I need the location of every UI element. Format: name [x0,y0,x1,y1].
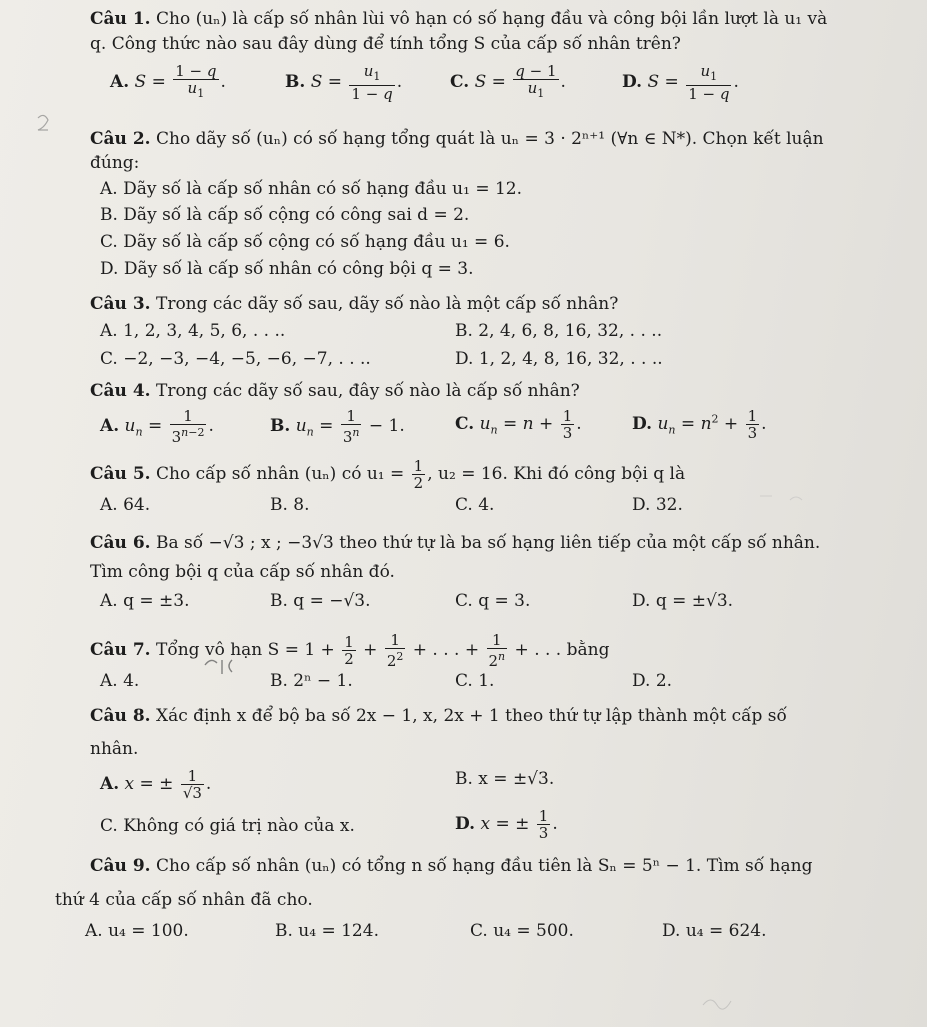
q6-option-c: C. q = 3. [455,591,531,611]
q2-option-d: D. Dãy số là cấp số nhân có công bội q = 3. [100,259,474,279]
q9-line1: Câu 9. Cho cấp số nhân (uₙ) có tổng n số hạng đầu tiên là Sₙ = 5ⁿ − 1. Tìm số hạng [90,856,813,876]
q4-question: Câu 4. Trong các dãy số sau, đây số nào là cấp số nhân? [90,381,580,401]
q8-option-a: A. x = ± $\frac{1}{√3}$ . [100,767,212,802]
q9-option-d: D. u₄ = 624. [662,921,767,941]
q3-option-a: A. 1, 2, 3, 4, 5, 6, . . .. [100,321,286,341]
q9-option-b: B. u₄ = 124. [275,921,379,941]
q1-option-d: D. S = $\frac{u_1}{1 - q}$ . [622,62,739,103]
q1-option-a: A. S = $\frac{1 - q}{u_1}$ . [110,62,226,100]
q1-line2: q. Công thức nào sau đây dùng để tính tổng S của cấp số nhân trên? [90,34,681,54]
q7-option-b: B. 2ⁿ − 1. [270,671,353,691]
q8-line2: nhân. [90,739,139,759]
q2-option-c: C. Dãy số là cấp số cộng có số hạng đầu u₁ = 6. [100,232,510,252]
q3-option-c: C. −2, −3, −4, −5, −6, −7, . . .. [100,349,371,369]
q6-option-a: A. q = ±3. [100,591,190,611]
q9-line2: thứ 4 của cấp số nhân đã cho. [55,890,313,910]
q4-option-a: A. $u_n$ = $\frac{1}{3^{n-2}}$ . [100,407,214,446]
q8-option-b: B. x = ±√3. [455,769,555,789]
q4-option-c: C. $u_n = n$ + $\frac{1}{3}$ . [455,407,582,442]
q5-question: Câu 5. Cho cấp số nhân (uₙ) có u₁ = $\frac{1}{2}$ , u₂ = 16. Khi đó công bội q là [90,457,686,492]
q1-line1: Câu 1. Cho (uₙ) là cấp số nhân lùi vô hạn có số hạng đầu và công bội lần lượt là u₁ và [90,9,828,29]
q8-option-c: C. Không có giá trị nào của x. [100,816,355,836]
q6-line1: Câu 6. Ba số −√3 ; x ; −3√3 theo thứ tự là ba số hạng liên tiếp của một cấp số nhân. [90,533,821,553]
q6-line2: Tìm công bội q của cấp số nhân đó. [90,562,395,582]
q7-option-d: D. 2. [632,671,673,691]
q9-option-c: C. u₄ = 500. [470,921,574,941]
q5-option-c: C. 4. [455,495,495,515]
q7-option-c: C. 1. [455,671,495,691]
q8-option-d: D. x = ± $\frac{1}{3}$ . [455,807,558,842]
q5-option-d: D. 32. [632,495,683,515]
q3-question: Câu 3. Trong các dãy số sau, dãy số nào là một cấp số nhân? [90,294,619,314]
q1-option-c: C. S = $\frac{q - 1}{u_1}$ . [450,62,566,100]
q5-option-b: B. 8. [270,495,310,515]
q7-option-a: A. 4. [100,671,140,691]
q2-option-a: A. Dãy số là cấp số nhân có số hạng đầu u₁ = 12. [100,179,523,199]
q4-option-d: D. $u_n = n^2$ + $\frac{1}{3}$ . [632,407,767,442]
q3-option-d: D. 1, 2, 4, 8, 16, 32, . . .. [455,349,663,369]
q2-line1: Câu 2. Cho dãy số (uₙ) có số hạng tổng quát là uₙ = 3 · 2ⁿ⁺¹ (∀n ∈ N*). Chọn kết luận [90,129,824,149]
q1-option-b: B. S = $\frac{u_1}{1 - q}$ . [285,62,403,103]
q7-question: Câu 7. Tổng vô hạn S = 1 + $\frac{1}{2}$ + $\frac{1}{2^2}$ + . . . + $\frac{1}{2^n}$ + . . . bằng [90,631,610,670]
q6-option-d: D. q = ±√3. [632,591,734,611]
q2-option-b: B. Dãy số là cấp số cộng có công sai d = 2. [100,205,470,225]
q6-option-b: B. q = −√3. [270,591,371,611]
q8-line1: Câu 8. Xác định x để bộ ba số 2x − 1, x, 2x + 1 theo thứ tự lập thành một cấp số [90,706,787,726]
q4-option-b: B. $u_n$ = $\frac{1}{3^n}$ − 1. [270,407,405,446]
q9-option-a: A. u₄ = 100. [85,921,189,941]
q2-line2: đúng: [90,153,140,173]
q3-option-b: B. 2, 4, 6, 8, 16, 32, . . .. [455,321,663,341]
q5-option-a: A. 64. [100,495,151,515]
